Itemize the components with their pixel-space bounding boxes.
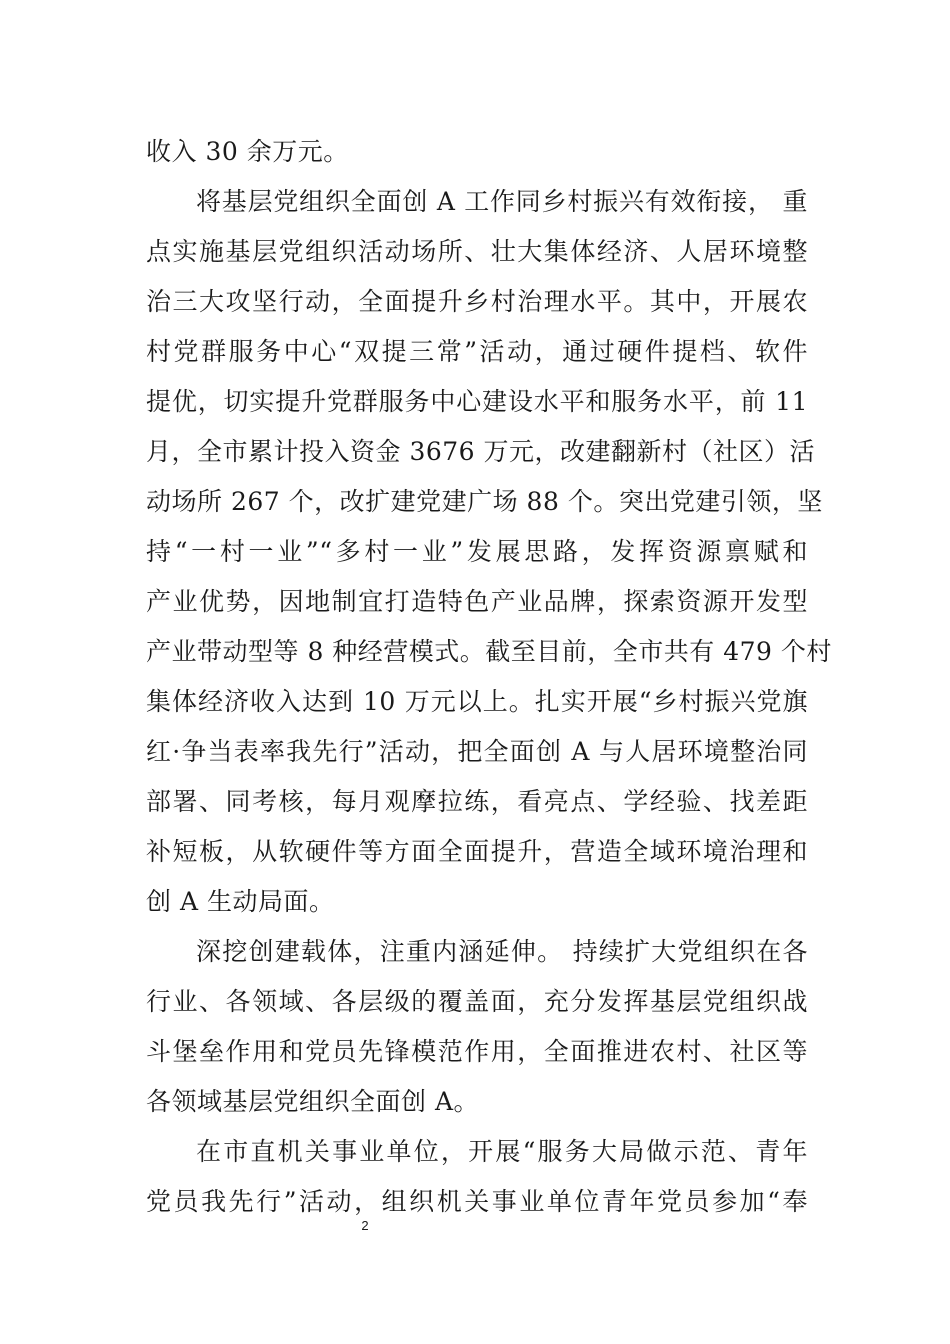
page-number: 2: [361, 1218, 369, 1233]
text-line-1: 收入 30 余万元。: [146, 137, 349, 166]
text-line-16: 创 A 生动局面。: [146, 887, 335, 916]
text-line-13: 红·争当表率我先行”活动，把全面创 A 与人居环境整治同: [146, 737, 808, 766]
text-line-17: 深挖创建载体，注重内涵延伸。 持续扩大党组织在各: [196, 937, 808, 966]
text-line-5: 村党群服务中心“双提三常”活动，通过硬件提档、软件: [146, 337, 808, 366]
text-line-10: 产业优势，因地制宜打造特色产业品牌，探索资源开发型: [146, 587, 808, 616]
text-line-20: 各领域基层党组织全面创 A。: [146, 1087, 480, 1116]
text-line-12: 集体经济收入达到 10 万元以上。扎实开展“乡村振兴党旗: [146, 687, 808, 716]
text-line-8: 动场所 267 个，改扩建党建广场 88 个。突出党建引领，坚: [146, 487, 823, 516]
text-line-18: 行业、各领域、各层级的覆盖面，充分发挥基层党组织战: [146, 987, 808, 1016]
text-line-3: 点实施基层党组织活动场所、壮大集体经济、人居环境整: [146, 237, 808, 266]
text-line-11: 产业带动型等 8 种经营模式。截至目前，全市共有 479 个村: [146, 637, 832, 666]
text-line-19: 斗堡垒作用和党员先锋模范作用，全面推进农村、社区等: [146, 1037, 808, 1066]
text-line-6: 提优，切实提升党群服务中心建设水平和服务水平，前 11: [146, 387, 808, 416]
text-line-21: 在市直机关事业单位，开展“服务大局做示范、青年: [196, 1137, 808, 1166]
text-line-14: 部署、同考核，每月观摩拉练，看亮点、学经验、找差距: [146, 787, 808, 816]
text-line-15: 补短板，从软硬件等方面全面提升，营造全域环境治理和: [146, 837, 808, 866]
text-line-22: 党员我先行”活动，组织机关事业单位青年党员参加“奉: [146, 1187, 808, 1216]
text-line-7: 月，全市累计投入资金 3676 万元，改建翻新村（社区）活: [146, 437, 816, 466]
text-line-2: 将基层党组织全面创 A 工作同乡村振兴有效衔接， 重: [196, 187, 808, 216]
text-line-4: 治三大攻坚行动，全面提升乡村治理水平。其中，开展农: [146, 287, 808, 316]
text-line-9: 持“一村一业”“多村一业”发展思路，发挥资源禀赋和: [146, 537, 808, 566]
